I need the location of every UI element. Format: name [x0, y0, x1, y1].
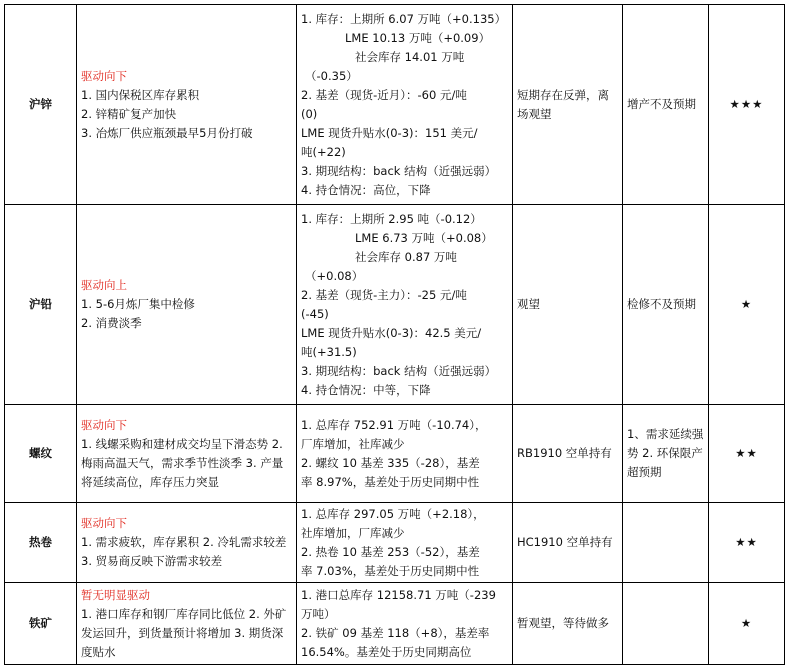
data-line: （-0.35）	[305, 68, 358, 83]
commodity-name: 沪锌	[5, 5, 77, 205]
driver-cell	[77, 583, 297, 665]
risk-cell	[623, 583, 709, 665]
data-line: LME 6.73 万吨（+0.08）	[355, 230, 493, 245]
risk-cell: 检修不及预期	[623, 205, 709, 405]
data-line: （+0.08）	[305, 268, 364, 283]
view-cell: HC1910 空单持有	[513, 503, 623, 583]
data-cell	[297, 405, 513, 503]
drive-direction: 暂无明显驱动	[81, 587, 150, 602]
data-cell	[297, 583, 513, 665]
factor-item: 2. 消费淡季	[81, 316, 142, 330]
data-line: 吨(+22)	[301, 144, 346, 159]
data-line: 社会库存 14.01 万吨	[355, 49, 465, 64]
data-cell	[297, 5, 513, 205]
factor-item: 1. 5-6月炼厂集中检修	[81, 297, 195, 311]
data-line: 率 7.03%，基差处于历史同期中性	[301, 563, 480, 578]
data-line: (-45)	[301, 306, 329, 321]
drive-direction: 驱动向下	[81, 68, 127, 83]
data-cell	[297, 503, 513, 583]
data-line: 社会库存 0.87 万吨	[355, 249, 457, 264]
data-line: 2. 螺纹 10 基差 335（-28），基差	[301, 455, 480, 470]
data-line: LME 现货升贴水(0-3)：151 美元/	[301, 125, 478, 140]
data-line: 3. 期现结构：back 结构（近强远弱）	[301, 163, 497, 178]
data-line: 1. 库存：上期所 6.07 万吨（+0.135）	[301, 11, 507, 26]
factor-item: 3. 冶炼厂供应瓶颈最早5月份打破	[81, 125, 253, 140]
data-line: LME 10.13 万吨（+0.09）	[345, 30, 491, 45]
data-line: 率 8.97%，基差处于历史同期中性	[301, 474, 480, 489]
drive-direction: 驱动向下	[81, 516, 127, 530]
view-cell: RB1910 空单持有	[513, 405, 623, 503]
data-cell	[297, 205, 513, 405]
data-line: 1. 总库存 297.05 万吨（+2.18），	[301, 506, 485, 521]
table-row	[5, 5, 785, 205]
view-cell: 暂观望，等待做多	[513, 583, 623, 665]
table-row	[5, 205, 785, 405]
rating-stars: ★★	[709, 503, 785, 583]
commodity-name: 螺纹	[5, 405, 77, 503]
data-line: 16.54%。基差处于历史同期高位	[301, 644, 472, 659]
table-row	[5, 405, 785, 503]
data-line: 2. 热卷 10 基差 253（-52），基差	[301, 544, 480, 559]
rating-stars: ★	[709, 205, 785, 405]
drive-direction: 驱动向下	[81, 417, 127, 432]
data-line: 吨(+31.5)	[301, 344, 357, 359]
data-line: 社库增加，厂库减少	[301, 525, 405, 540]
data-line: (0)	[301, 106, 318, 121]
data-line: 4. 持仓情况：高位，下降	[301, 182, 431, 197]
view-cell: 短期存在反弹，离场观望	[513, 5, 623, 205]
driver-cell	[77, 205, 297, 405]
data-line: 4. 持仓情况：中等，下降	[301, 382, 431, 397]
futures-strategy-table	[4, 4, 785, 665]
factor-item: 1. 线螺采购和建材成交均呈下滑态势 2. 梅雨高温天气，需求季节性淡季 3. 产量将延续高位，库存压力突显	[81, 436, 284, 489]
data-line: 1. 总库存 752.91 万吨（-10.74），	[301, 417, 487, 432]
commodity-name: 热卷	[5, 503, 77, 583]
data-line: 2. 基差（现货-近月）：-60 元/吨	[301, 87, 467, 102]
factor-item: 2. 锌精矿复产加快	[81, 106, 177, 121]
data-line: 2. 铁矿 09 基差 118（+8），基差率	[301, 625, 490, 640]
drive-direction: 驱动向上	[81, 278, 127, 292]
data-line: 厂库增加，社库减少	[301, 436, 405, 451]
driver-cell	[77, 5, 297, 205]
view-cell: 观望	[513, 205, 623, 405]
commodity-name: 铁矿	[5, 583, 77, 665]
factor-item: 1. 港口库存和钢厂库存同比低位 2. 外矿发运回升，到货量预计将增加 3. 期货深度贴水	[81, 606, 287, 659]
rating-stars: ★	[709, 583, 785, 665]
driver-cell	[77, 503, 297, 583]
factor-item: 1. 国内保税区库存累积	[81, 87, 200, 102]
risk-cell	[623, 503, 709, 583]
data-line: 万吨）	[301, 606, 336, 621]
data-line: 1. 港口总库存 12158.71 万吨（-239	[301, 587, 496, 602]
rating-stars: ★★	[709, 405, 785, 503]
risk-cell: 增产不及预期	[623, 5, 709, 205]
table-row	[5, 503, 785, 583]
driver-cell	[77, 405, 297, 503]
factor-item: 1. 需求疲软，库存累积 2. 冷轧需求较差 3. 贸易商反映下游需求较差	[81, 535, 287, 568]
data-line: 1. 库存：上期所 2.95 吨（-0.12）	[301, 211, 482, 226]
data-line: 2. 基差（现货-主力）：-25 元/吨	[301, 287, 467, 302]
data-line: 3. 期现结构：back 结构（近强远弱）	[301, 363, 497, 378]
table-row	[5, 583, 785, 665]
rating-stars: ★★★	[709, 5, 785, 205]
commodity-name: 沪铅	[5, 205, 77, 405]
data-line: LME 现货升贴水(0-3)：42.5 美元/	[301, 325, 482, 340]
risk-cell: 1、需求延续强势 2. 环保限产超预期	[623, 405, 709, 503]
